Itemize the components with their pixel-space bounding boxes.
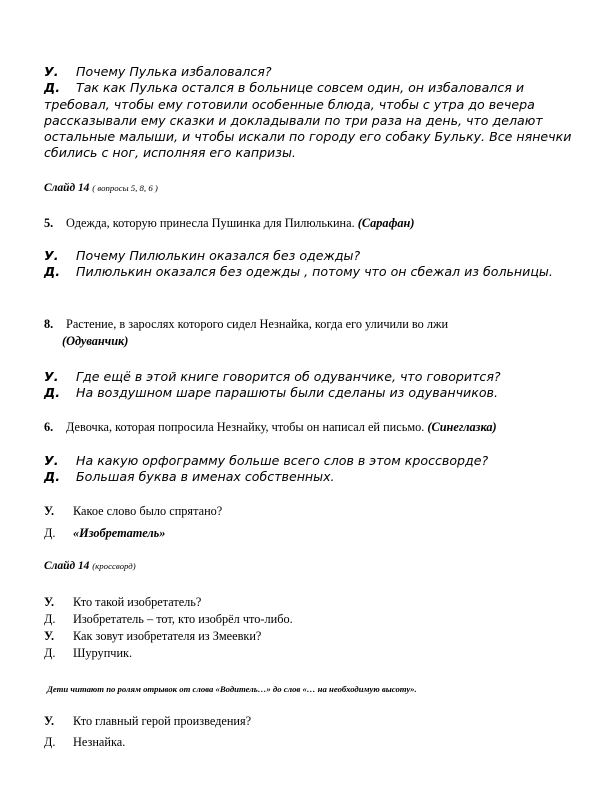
slide-note: ( вопросы 5, 8, 6 ) [92,183,158,193]
teacher-question: Почему Пилюлькин оказался без одежды? [76,248,361,263]
question-number: 8. [44,317,54,331]
crossword-question-6 [44,419,576,436]
child-label: Д. [44,646,56,660]
teacher-label: У. [44,248,59,263]
teacher-question: Кто главный герой произведения? [73,714,252,728]
teacher-line [44,453,576,469]
child-label: Д. [44,469,61,485]
question-text: Девочка, которая попросила Незнайку, чтобы он написал ей письмо. [66,420,425,434]
child-answer: Шурупчик. [73,646,133,660]
dialog-block-inventor [44,594,576,662]
teacher-question: На какую орфограмму больше всего слов в этом кроссворде? [76,453,489,468]
question-number: 5. [44,216,54,230]
teacher-label: У. [44,504,55,518]
dialog-block-main-hero [44,713,576,751]
slide-note: (кроссворд) [92,561,136,571]
child-answer: На воздушном шаре парашюты были сделаны из одуванчиков. [76,385,498,401]
slide-heading-1 [44,182,576,194]
question-answer: (Синеглазка) [427,420,497,434]
teacher-label: У. [44,714,55,728]
child-line [44,611,576,628]
child-line [44,469,576,485]
child-line [44,525,576,542]
child-line [44,385,576,401]
crossword-question-8 [44,316,576,350]
question-answer: (Сарафан) [357,216,415,230]
question-text: Одежда, которую принесла Пушинка для Пилюлькина. [66,216,355,230]
child-label: Д. [44,80,61,96]
teacher-question: Где ещё в этой книге говорится об одуванчике, что говорится? [76,369,501,384]
child-answer: Пилюлькин оказался без одежды , потому что он сбежал из больницы. [76,264,553,280]
child-line [44,264,576,280]
child-label: Д. [44,612,56,626]
child-answer: Большая буква в именах собственных. [76,469,335,485]
child-answer: Так как Пулька остался в больнице совсем один, он избаловался и требовал, чтобы ему готовили особенные блюда, чтобы с утра до вечера рассказывали ему сказки и докладывали по три раза на день, что делают остальные малыши, и чтобы искали по городу его собаку Бульку. Все нянечки сбились с ног, исполняя его капризы. [44,80,572,161]
teacher-label: У. [44,64,59,79]
teacher-line [44,503,576,520]
child-line [44,80,576,161]
teacher-line [44,64,576,80]
dialog-block-clothes [44,248,576,281]
teacher-line [44,369,576,385]
child-label: Д. [44,735,56,749]
reading-instruction: Дети читают по ролям отрывок от слова «Водитель…» до слов «… на необходимую высоту». [47,684,417,694]
child-label: Д. [44,264,61,280]
child-answer: «Изобретатель» [73,526,166,540]
child-answer: Изобретатель – тот, кто изобрёл что-либо. [73,612,293,626]
crossword-question-5 [44,215,576,232]
teacher-label: У. [44,453,59,468]
child-answer: Незнайка. [73,735,126,749]
question-number: 6. [44,420,54,434]
child-label: Д. [44,385,61,401]
child-line [44,645,576,662]
child-line [44,734,576,751]
dialog-block-pulka [44,64,576,162]
slide-title: Слайд 14 [44,182,90,194]
teacher-question: Какое слово было спрятано? [73,504,223,518]
teacher-question: Как зовут изобретателя из Змеевки? [73,629,262,643]
teacher-line [44,594,576,611]
question-text: Растение, в зарослях которого сидел Незнайка, когда его уличили во лжи [66,317,449,331]
dialog-block-spelling [44,453,576,486]
question-answer: (Одуванчик) [62,334,129,348]
teacher-line [44,248,576,264]
slide-heading-2 [44,560,576,572]
teacher-question: Почему Пулька избаловался? [76,64,272,79]
teacher-label: У. [44,369,59,384]
child-label: Д. [44,526,56,540]
teacher-line [44,628,576,645]
dialog-block-dandelion [44,369,576,402]
teacher-label: У. [44,629,55,643]
slide-title: Слайд 14 [44,560,90,572]
teacher-line [44,713,576,730]
dialog-block-hidden-word [44,503,576,542]
teacher-question: Кто такой изобретатель? [73,595,202,609]
teacher-label: У. [44,595,55,609]
